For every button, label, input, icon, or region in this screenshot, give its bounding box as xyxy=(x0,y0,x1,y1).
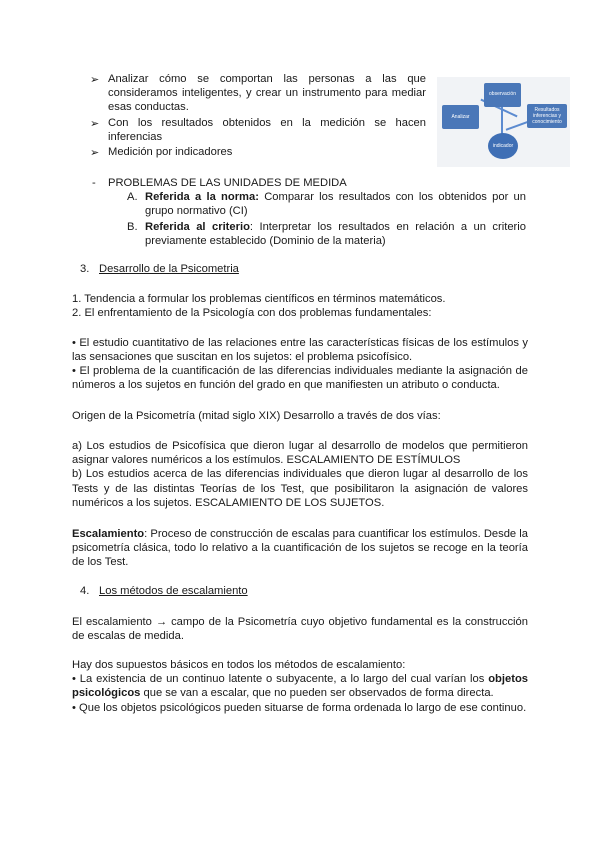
escalamiento-line-2: psicometría clásica, todo lo relativo a la cuantificación de los sujetos se recoge en la teoría xyxy=(72,542,528,554)
escalamiento-line-3: de los Test. xyxy=(72,556,129,568)
section-3-number: 3. xyxy=(80,263,90,275)
section-3-bullet-1-line-2: las sensaciones que suscitan en los sujetos: el problema psicofísico. xyxy=(72,351,413,363)
diagram-center-circle: indicador xyxy=(488,133,518,159)
diagram-box-left: Analizar xyxy=(442,105,479,129)
via-a-line-2: asignar valores numéricos a los estímulos. ESCALAMIENTO DE ESTÍMULOS xyxy=(72,454,461,466)
bullet-1-line-3: esas conductas. xyxy=(108,101,189,113)
item-a-bold: Referida a la norma: xyxy=(145,191,259,203)
escalamiento-line-1 xyxy=(72,527,528,541)
item-b-line-2: previamente establecido (Dominio de la materia) xyxy=(145,235,386,247)
process-diagram xyxy=(437,77,570,167)
arrow-bullet-icon: ➢ xyxy=(90,118,100,130)
section-3-title: Desarrollo de la Psicometria xyxy=(99,263,239,275)
supuesto-1-line-1: • La existencia de un continuo latente o subyacente, a lo largo del cual varían los objetos xyxy=(72,673,528,685)
origin-text: Origen de la Psicometría (mitad siglo XIX) Desarrollo a través de dos vías: xyxy=(72,410,441,422)
escalamiento-text: : Proceso de construcción de escalas para cuantificar los estímulos. Desde la xyxy=(144,528,528,540)
section-3-item-2: 2. El enfrentamiento de la Psicología con dos problemas fundamentales: xyxy=(72,307,432,319)
via-b-line-1: b) Los estudios acerca de las diferencias individuales que dieron lugar al desarrollo de los xyxy=(72,468,528,480)
diagram-box-right: Resultados inferencias y conocimiento xyxy=(527,104,567,128)
supuesto-1-bold-2: psicológicos xyxy=(72,687,141,699)
section-4-intro-line-2: de escalas de medida. xyxy=(72,630,184,642)
section-4-number: 4. xyxy=(80,585,90,597)
item-a-marker: A. xyxy=(127,191,138,203)
bullet-1-line-1: Analizar cómo se comportan las personas a las que xyxy=(108,73,426,85)
supuestos-text: Hay dos supuestos básicos en todos los métodos de escalamiento: xyxy=(72,659,406,671)
item-b-text: : Interpretar los resultados en relación a un criterio xyxy=(249,221,526,233)
escalamiento-bold: Escalamiento xyxy=(72,528,145,540)
item-b-line-1 xyxy=(145,220,526,234)
problems-heading: PROBLEMAS DE LAS UNIDADES DE MEDIDA xyxy=(108,177,347,189)
section-3-bullet-1-line-1: • El estudio cuantitativo de las relaciones entre las características físicas de los estímulos y xyxy=(72,337,528,349)
item-b-marker: B. xyxy=(127,221,138,233)
section-4-intro-line-1: El escalamiento → campo de la Psicometría cuyo objetivo fundamental es la construcción xyxy=(72,616,528,628)
section-4-title: Los métodos de escalamiento xyxy=(99,585,248,597)
item-a-text: Comparar los resultados con los obtenidos por un xyxy=(258,191,526,203)
supuesto-1-bold-1: objetos xyxy=(488,673,528,685)
arrow-bullet-icon: ➢ xyxy=(90,147,100,159)
item-a-line-1 xyxy=(145,190,526,204)
item-b-bold: Referida al criterio xyxy=(145,221,250,233)
arrow-bullet-icon: ➢ xyxy=(90,74,100,86)
diagram-box-top: observación xyxy=(484,83,521,107)
via-a-line-1: a) Los estudios de Psicofísica que dieron lugar al desarrollo de modelos que permitieron xyxy=(72,440,528,452)
section-3-bullet-2-line-1: • El problema de la cuantificación de las diferencias individuales mediante la asignación de xyxy=(72,365,528,377)
dash-bullet: - xyxy=(92,177,96,189)
supuesto-1-line-2: psicológicos que se van a escalar, que no pueden ser observados de forma directa. xyxy=(72,687,494,699)
bullet-1-line-2: consideramos inteligentes, y crear un instrumento para mediar xyxy=(108,87,426,99)
bullet-2-line-1: Con los resultados obtenidos en la medición se hacen xyxy=(108,117,426,129)
item-a-line-2: grupo normativo (CI) xyxy=(145,205,248,217)
diagram-connector xyxy=(501,104,503,134)
supuesto-2: • Que los objetos psicológicos pueden situarse de forma ordenada lo largo de ese continuo. xyxy=(72,702,527,714)
via-b-line-2: Tests y de las distintas Teorías de los Test, que posibilitaron la asignación de valores xyxy=(72,483,528,495)
section-3-item-1: 1. Tendencia a formular los problemas científicos en términos matemáticos. xyxy=(72,293,446,305)
bullet-2-line-2: inferencias xyxy=(108,131,163,143)
via-b-line-3: numéricos a los sujetos. ESCALAMIENTO DE LOS SUJETOS. xyxy=(72,497,385,509)
section-3-bullet-2-line-2: números a los sujetos en función del grado en que manifiesten un atributo o conducta. xyxy=(72,379,500,391)
bullet-3-line-1: Medición por indicadores xyxy=(108,146,233,158)
